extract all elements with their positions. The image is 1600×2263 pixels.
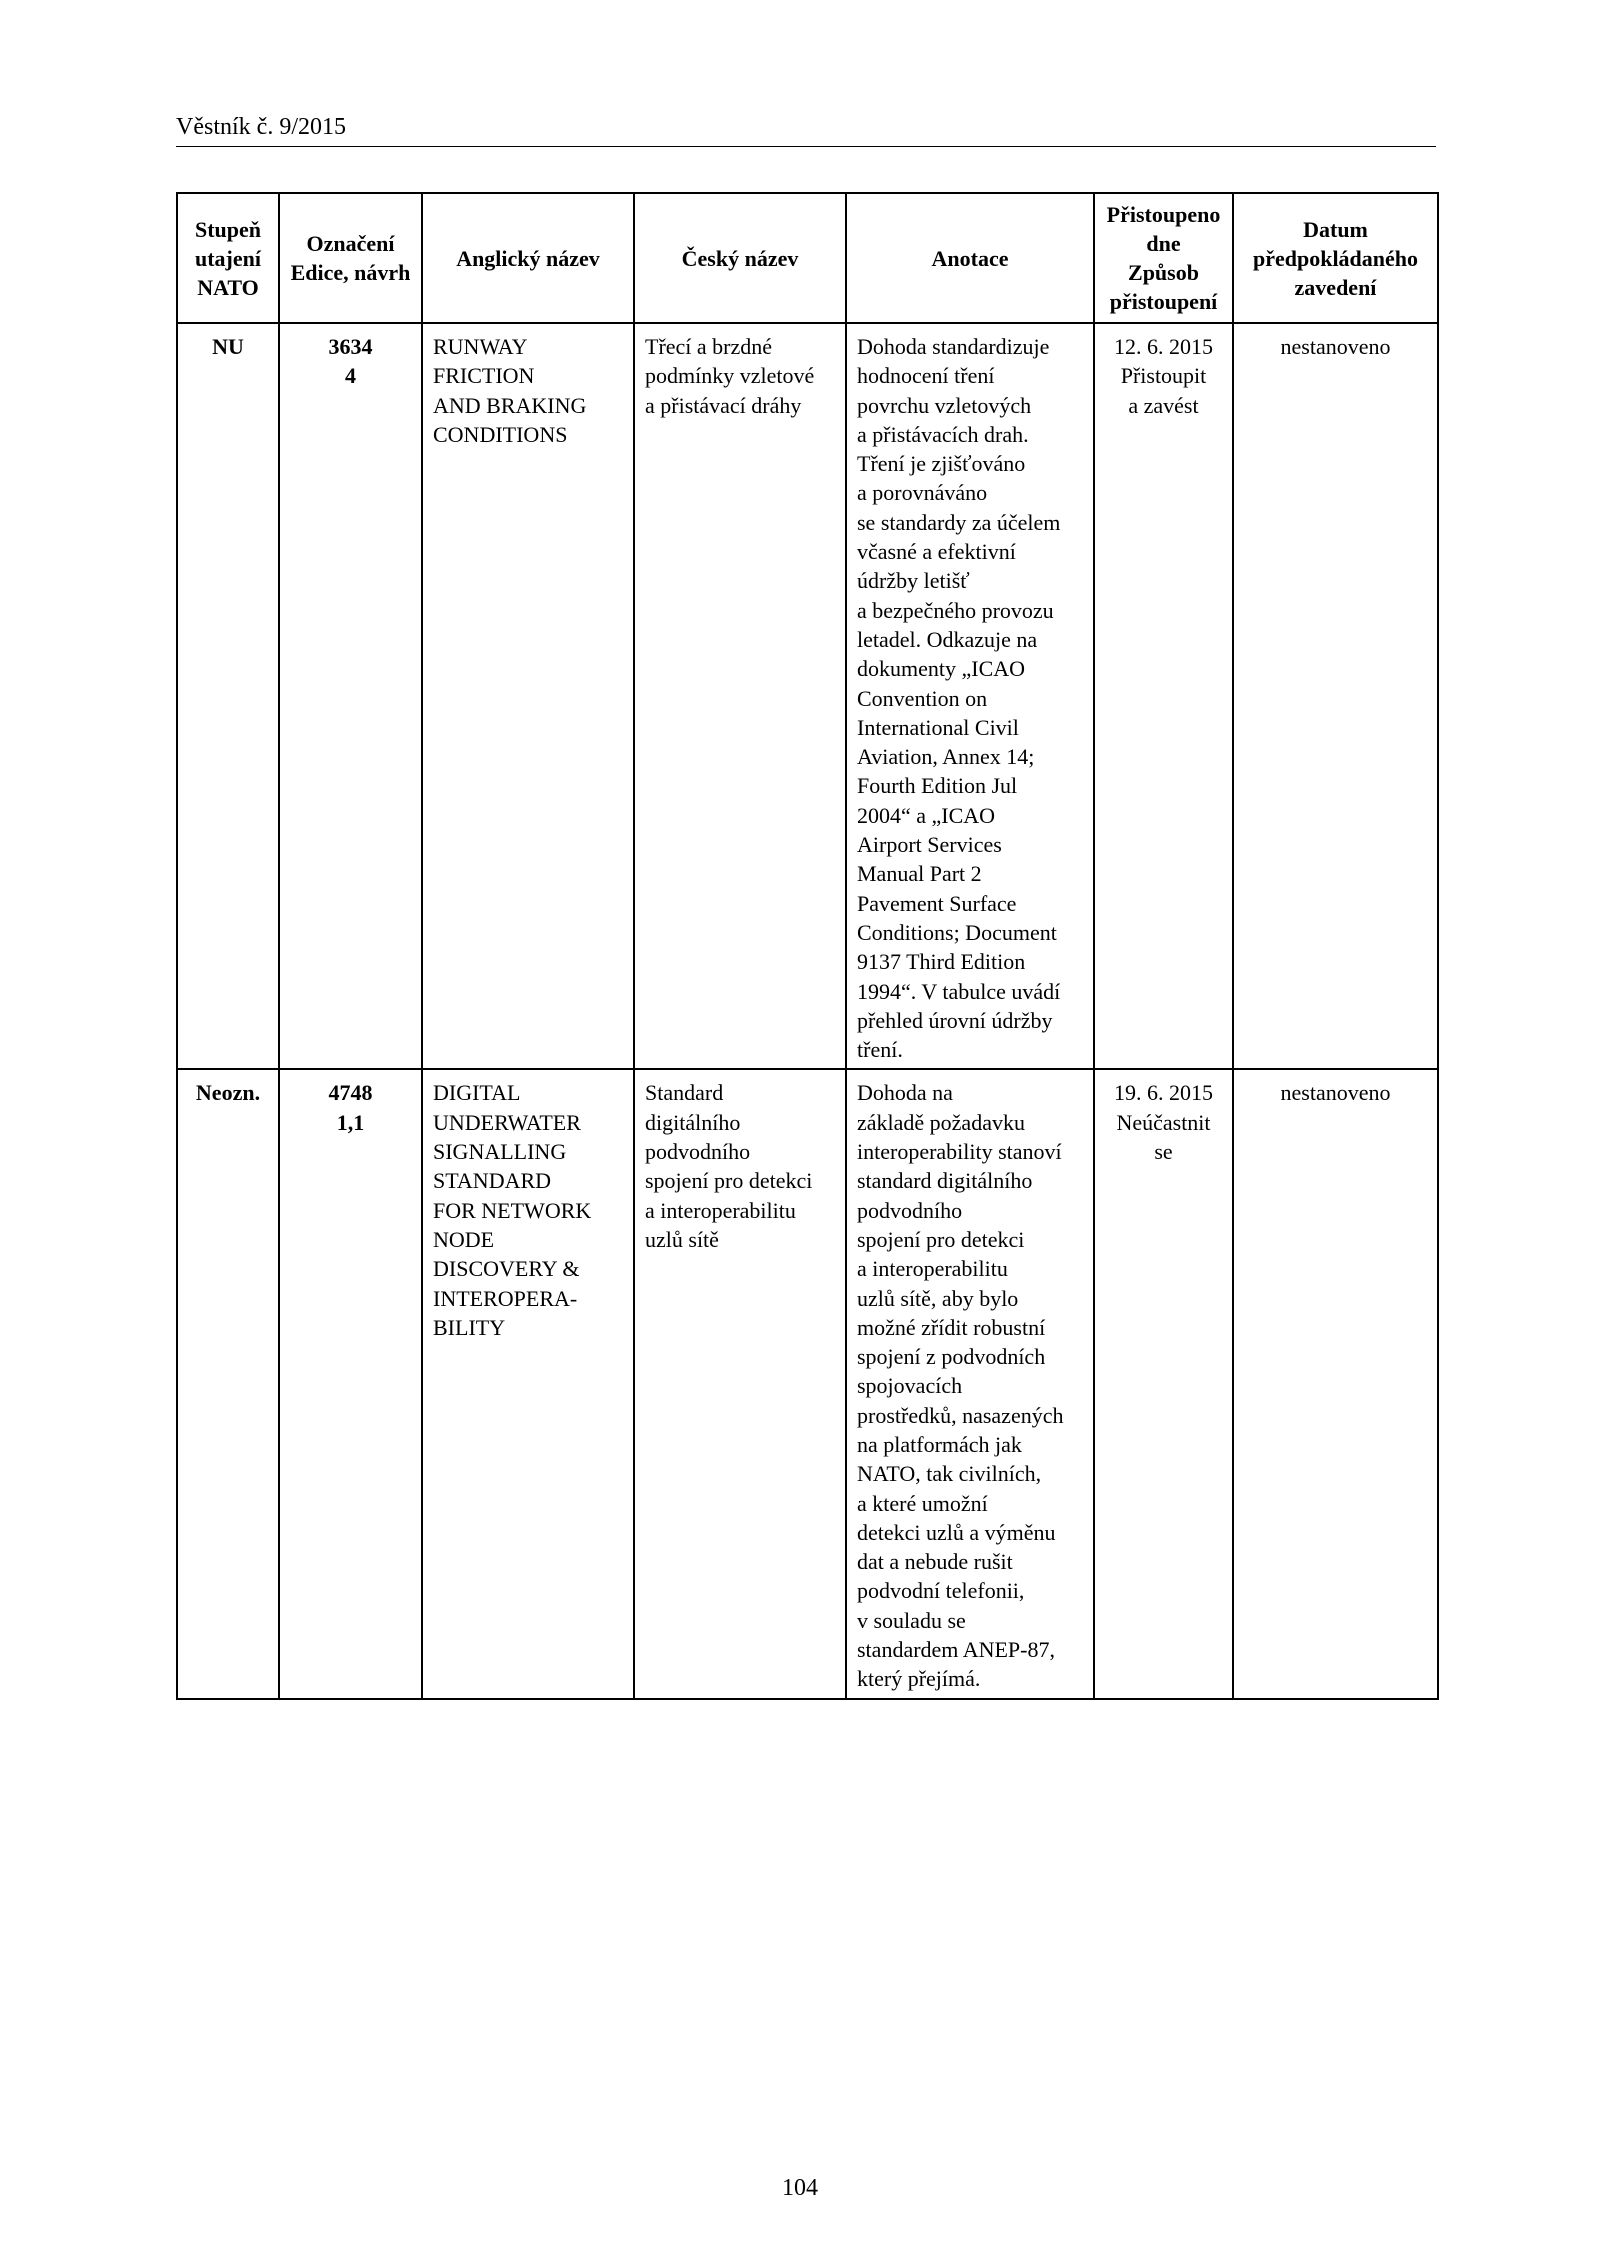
cell-text-line: DIGITAL	[433, 1080, 521, 1106]
cell-text-line: Tření je zjišťováno	[857, 451, 1026, 477]
cell-text-line: a které umožní	[857, 1490, 988, 1516]
standards-table	[176, 192, 1439, 1700]
cell-text-line: FOR NETWORK	[433, 1197, 592, 1223]
col-english-header	[422, 193, 634, 323]
cell-level: Neozn.	[177, 1069, 279, 1698]
cell-text-line: Přistoupit	[1120, 363, 1207, 389]
cell-text-line: Conditions; Document	[857, 919, 1057, 945]
cell-text-line: 12. 6. 2015	[1114, 334, 1213, 359]
cell-text-line: BILITY	[433, 1314, 506, 1340]
cell-text-line: v souladu se	[857, 1607, 966, 1633]
cell-text-line: 4748	[328, 1080, 373, 1106]
cell-text-line: FRICTION	[433, 363, 535, 389]
header-text-line: Český název	[681, 245, 799, 271]
cell-text-line: digitálního	[645, 1109, 741, 1135]
cell-text-line: včasné a efektivní	[857, 539, 1016, 565]
cell-text-line: a přistávací dráhy	[645, 392, 802, 418]
cell-text-line: podvodní telefonii,	[857, 1578, 1025, 1604]
cell-text-line: a interoperabilitu	[857, 1256, 1008, 1282]
page-number: 104	[782, 2175, 818, 2201]
cell-text-line: uzlů sítě	[645, 1226, 719, 1252]
table-header-row	[177, 193, 1438, 323]
cell-text-line: letadel. Odkazuje na	[857, 626, 1038, 652]
header-text-line: přistoupení	[1109, 289, 1218, 314]
cell-designation	[279, 323, 422, 1069]
cell-text-line: AND BRAKING	[433, 392, 587, 418]
col-designation-header	[279, 193, 422, 323]
cell-text-line: spojení pro detekci	[645, 1168, 813, 1194]
header-text-line: předpokládaného	[1252, 245, 1419, 271]
cell-text-line: a bezpečného provozu	[857, 597, 1054, 623]
cell-text-line: prostředků, nasazených	[857, 1402, 1064, 1428]
cell-text-line: standardem ANEP-87,	[857, 1637, 1055, 1663]
cell-text-line: 3634	[328, 334, 373, 359]
cell-english-name	[422, 323, 634, 1069]
col-level-header	[177, 193, 279, 323]
cell-text-line: Aviation, Annex 14;	[857, 744, 1035, 770]
cell-text-line: tření.	[857, 1037, 903, 1063]
cell-text-line: dokumenty „ICAO	[857, 656, 1026, 682]
cell-text-line: Dohoda standardizuje	[857, 334, 1050, 359]
cell-accession	[1094, 1069, 1233, 1698]
cell-text-line: a porovnáváno	[857, 480, 988, 506]
header-text-line: Způsob	[1128, 260, 1199, 285]
cell-text-line: STANDARD	[433, 1168, 552, 1194]
page-header-title: Věstník č. 9/2015	[176, 114, 346, 140]
header-text-line: dne	[1146, 231, 1181, 256]
cell-implementation-date: nestanoveno	[1233, 323, 1438, 1069]
cell-text-line: se standardy za účelem	[857, 509, 1061, 535]
table-row	[177, 323, 1438, 1069]
col-date-header	[1233, 193, 1438, 323]
header-text-line: Přistoupeno	[1106, 202, 1221, 227]
cell-text-line: podvodního	[857, 1197, 963, 1223]
header-text-line: Stupeň	[194, 216, 262, 242]
cell-text-line: uzlů sítě, aby bylo	[857, 1285, 1019, 1311]
cell-text-line: DISCOVERY &	[433, 1256, 580, 1282]
cell-text-line: přehled úrovní údržby	[857, 1007, 1053, 1033]
cell-text-line: Standard	[645, 1080, 724, 1106]
cell-text-line: a interoperabilitu	[645, 1197, 796, 1223]
col-annotation-header	[846, 193, 1094, 323]
cell-annotation	[846, 1069, 1094, 1698]
cell-text-line: podvodního	[645, 1139, 751, 1165]
cell-text-line: Fourth Edition Jul	[857, 773, 1018, 799]
cell-implementation-date: nestanoveno	[1233, 1069, 1438, 1698]
header-text-line: Edice, návrh	[290, 260, 411, 285]
cell-text-line: Neúčastnit	[1116, 1109, 1211, 1135]
cell-text-line: spojovacích	[857, 1373, 963, 1399]
cell-text-line: 2004“ a „ICAO	[857, 802, 996, 828]
cell-text-line: spojení pro detekci	[857, 1226, 1025, 1252]
cell-czech-name	[634, 323, 846, 1069]
cell-text-line: Convention on	[857, 685, 988, 711]
cell-text-line: UNDERWATER	[433, 1109, 581, 1135]
cell-text-line: NATO, tak civilních,	[857, 1461, 1042, 1487]
cell-text-line: podmínky vzletové	[645, 363, 815, 389]
cell-text-line: 1,1	[336, 1109, 365, 1135]
cell-text-line: International Civil	[857, 714, 1019, 740]
cell-text-line: povrchu vzletových	[857, 392, 1032, 418]
cell-text-line: 4	[345, 363, 356, 389]
cell-text-line: 19. 6. 2015	[1114, 1080, 1213, 1106]
header-text-line: NATO	[197, 274, 259, 300]
cell-text-line: který přejímá.	[857, 1666, 981, 1692]
cell-text-line: detekci uzlů a výměnu	[857, 1519, 1056, 1545]
cell-english-name	[422, 1069, 634, 1698]
cell-text-line: dat a nebude rušit	[857, 1549, 1013, 1575]
cell-text-line: Airport Services	[857, 832, 1002, 858]
cell-text-line: RUNWAY	[433, 334, 528, 359]
cell-text-line: Pavement Surface	[857, 890, 1017, 916]
cell-text-line: a zavést	[1128, 392, 1199, 418]
header-text-line: Označení	[306, 231, 395, 256]
header-text-line: utajení	[195, 245, 261, 271]
header-text-line: Anglický název	[456, 245, 600, 271]
cell-text-line: 1994“. V tabulce uvádí	[857, 978, 1061, 1004]
cell-text-line: Třecí a brzdné	[645, 334, 773, 359]
cell-text-line: SIGNALLING	[433, 1139, 567, 1165]
col-czech-header	[634, 193, 846, 323]
cell-text-line: spojení z podvodních	[857, 1344, 1046, 1370]
cell-text-line: Manual Part 2	[857, 861, 982, 887]
cell-text-line: 9137 Third Edition	[857, 949, 1026, 975]
cell-czech-name	[634, 1069, 846, 1698]
cell-text-line: Dohoda na	[857, 1080, 953, 1106]
cell-text-line: NODE	[433, 1226, 495, 1252]
cell-text-line: CONDITIONS	[433, 421, 568, 447]
header-text-line: zavedení	[1294, 274, 1377, 300]
cell-text-line: možné zřídit robustní	[857, 1314, 1046, 1340]
cell-designation	[279, 1069, 422, 1698]
cell-text-line: standard digitálního	[857, 1168, 1033, 1194]
header-divider	[176, 146, 1436, 147]
header-text-line: Datum	[1303, 216, 1368, 242]
cell-text-line: údržby letišť	[857, 568, 970, 594]
col-accession-header	[1094, 193, 1233, 323]
cell-level: NU	[177, 323, 279, 1069]
header-text-line: Anotace	[931, 245, 1009, 271]
cell-text-line: interoperability stanoví	[857, 1139, 1062, 1165]
cell-text-line: na platformách jak	[857, 1431, 1022, 1457]
table-row	[177, 1069, 1438, 1698]
cell-annotation	[846, 323, 1094, 1069]
cell-text-line: a přistávacích drah.	[857, 421, 1029, 447]
cell-text-line: základě požadavku	[857, 1109, 1025, 1135]
cell-text-line: se	[1154, 1139, 1173, 1165]
cell-text-line: hodnocení tření	[857, 363, 995, 389]
cell-accession	[1094, 323, 1233, 1069]
cell-text-line: INTEROPERA-	[433, 1285, 578, 1311]
